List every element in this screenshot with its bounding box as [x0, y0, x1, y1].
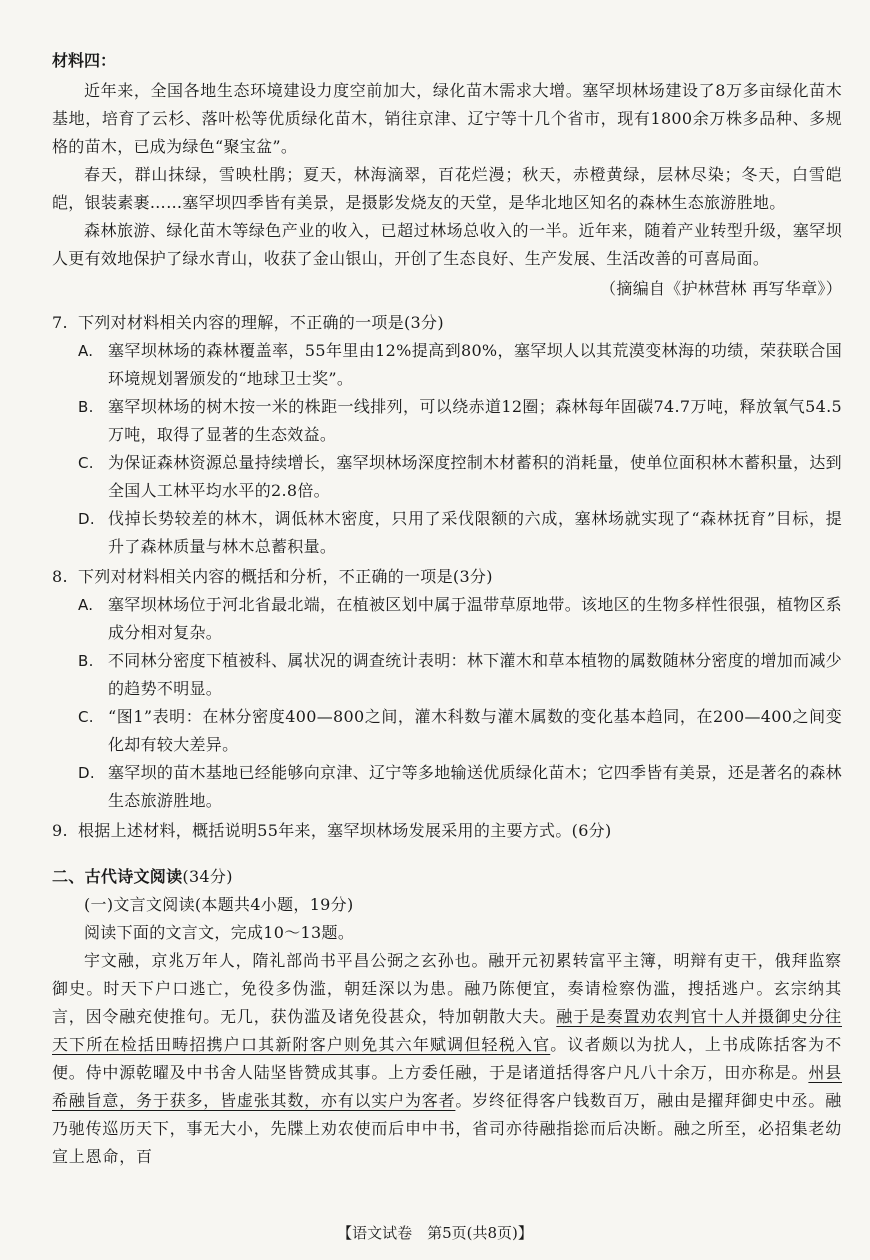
- option-label: A.: [78, 596, 94, 614]
- option-a: [52, 337, 842, 393]
- option-text: “图1”表明：在林分密度400—800之间，灌木科数与灌木属数的变化基本趋同，在200—400之间变化却有较大差异。: [108, 707, 842, 754]
- option-label: B.: [78, 398, 94, 416]
- section-title: [52, 863, 842, 891]
- option-text: 塞罕坝林场的树木按一米的株距一线排列，可以绕赤道12圈；森林每年固碳74.7万吨，释放氧气54.5万吨，取得了显著的生态效益。: [108, 397, 842, 444]
- classical-text-part-1: 宇文融，京兆万年人，隋礼部尚书平昌公弼之玄孙也。融开元初累转富平主簿，明辩有吏干，俄拜监察御史。时天下户口逃亡，免役多伪滥，朝廷深以为患。融乃陈便宜，奏请检察伪滥，搜括逃户。玄宗纳其言，因令融充使推句。无几，获伪滥及诸免役甚众，特加朝散大夫。: [52, 951, 842, 1026]
- option-text: 伐掉长势较差的林木，调低林木密度，只用了采伐限额的六成，塞林场就实现了“森林抚育”目标，提升了森林质量与林木总蓄积量。: [108, 509, 842, 556]
- option-label: A.: [78, 342, 94, 360]
- option-d: [52, 505, 842, 561]
- question-number: 7.: [52, 313, 68, 332]
- option-text: 塞罕坝林场的森林覆盖率，55年里由12%提高到80%，塞罕坝人以其荒漠变林海的功绩，荣获联合国环境规划署颁发的“地球卫士奖”。: [108, 341, 842, 388]
- classical-text: [52, 947, 842, 1171]
- option-text: 塞罕坝林场位于河北省最北端，在植被区划中属于温带草原地带。该地区的生物多样性很强，植物区系成分相对复杂。: [108, 595, 842, 642]
- classical-text-part-2: 。议者颇以为扰人，上书成陈括客为不便。侍中源乾曜及中书舍人陆坚皆赞成其事。上方委任融，于是诸道括得客户凡八十余万，田亦称是。: [52, 1035, 842, 1082]
- page-footer: 【语文试卷 第5页(共8页)】: [337, 1224, 533, 1242]
- question-number: 9.: [52, 821, 68, 840]
- question-7: [52, 309, 842, 561]
- option-a: [52, 591, 842, 647]
- question-stem: 根据上述材料，概括说明55年来，塞罕坝林场发展采用的主要方式。(6分): [78, 821, 612, 840]
- material-source: （摘编自《护林营林 再写华章》）: [600, 279, 842, 298]
- option-b: [52, 647, 842, 703]
- question-9: [52, 817, 842, 845]
- option-label: C.: [78, 454, 94, 472]
- material-heading: 材料四：: [52, 51, 117, 70]
- material-paragraph-1: 近年来，全国各地生态环境建设力度空前加大，绿化苗木需求大增。塞罕坝林场建设了8万多亩绿化苗木基地，培育了云杉、落叶松等优质绿化苗木，销往京津、辽宁等十几个省市，现有1800余万株多品种、多规格的苗木，已成为绿色“聚宝盆”。: [52, 81, 842, 156]
- option-label: D.: [78, 510, 95, 528]
- option-d: [52, 759, 842, 815]
- option-text: 塞罕坝的苗木基地已经能够向京津、辽宁等多地输送优质绿化苗木；它四季皆有美景，还是著名的森林生态旅游胜地。: [108, 763, 842, 810]
- option-label: C.: [78, 708, 94, 726]
- option-label: D.: [78, 764, 95, 782]
- question-8: [52, 563, 842, 815]
- subsection-title: (一)文言文阅读(本题共4小题，19分): [84, 895, 354, 914]
- option-c: [52, 449, 842, 505]
- option-b: [52, 393, 842, 449]
- question-stem: 下列对材料相关内容的理解，不正确的一项是(3分): [78, 313, 444, 332]
- option-text: 为保证森林资源总量持续增长，塞罕坝林场深度控制木材蓄积的消耗量，使单位面积林木蓄积量，达到全国人工林平均水平的2.8倍。: [108, 453, 842, 500]
- classical-text-part-3: 。岁终征得客户钱数百万，融由是擢拜御史中丞。融乃驰传巡历天下，事无大小，先牒上劝农使而后申中书，省司亦待融指捴而后决断。融之所至，必招集老幼宣上恩命，百: [52, 1091, 842, 1166]
- material-paragraph-2: 春天，群山抹绿，雪映杜鹃；夏天，林海滴翠，百花烂漫；秋天，赤橙黄绿，层林尽染；冬天，白雪皑皑，银装素裹……塞罕坝四季皆有美景，是摄影发烧友的天堂，是华北地区知名的森林生态旅游胜地。: [52, 165, 842, 212]
- material-paragraph-3: 森林旅游、绿化苗木等绿色产业的收入，已超过林场总收入的一半。近年来，随着产业转型升级，塞罕坝人更有效地保护了绿水青山，收获了金山银山，开创了生态良好、生产发展、生活改善的可喜局面。: [52, 221, 842, 268]
- underlined-sentence-2: 州县希融旨意，务于获多，皆虚张其数，亦有以实户为客者: [52, 1063, 842, 1110]
- reading-instruction: 阅读下面的文言文，完成10～13题。: [84, 923, 355, 942]
- section-title-text: 二、古代诗文阅读: [52, 867, 183, 886]
- page-content: [52, 48, 842, 1171]
- section-2: [52, 863, 842, 1171]
- section-score: (34分): [182, 867, 233, 886]
- option-label: B.: [78, 652, 94, 670]
- underlined-sentence-1: 融于是奏置劝农判官十人并摄御史分往天下所在检括田畴招携户口其新附客户则免其六年赋调但轻税入官: [52, 1007, 842, 1054]
- option-c: [52, 703, 842, 759]
- question-stem: 下列对材料相关内容的概括和分析，不正确的一项是(3分): [78, 567, 493, 586]
- question-number: 8.: [52, 567, 68, 586]
- option-text: 不同林分密度下植被科、属状况的调查统计表明：林下灌木和草本植物的属数随林分密度的增加而减少的趋势不明显。: [108, 651, 842, 698]
